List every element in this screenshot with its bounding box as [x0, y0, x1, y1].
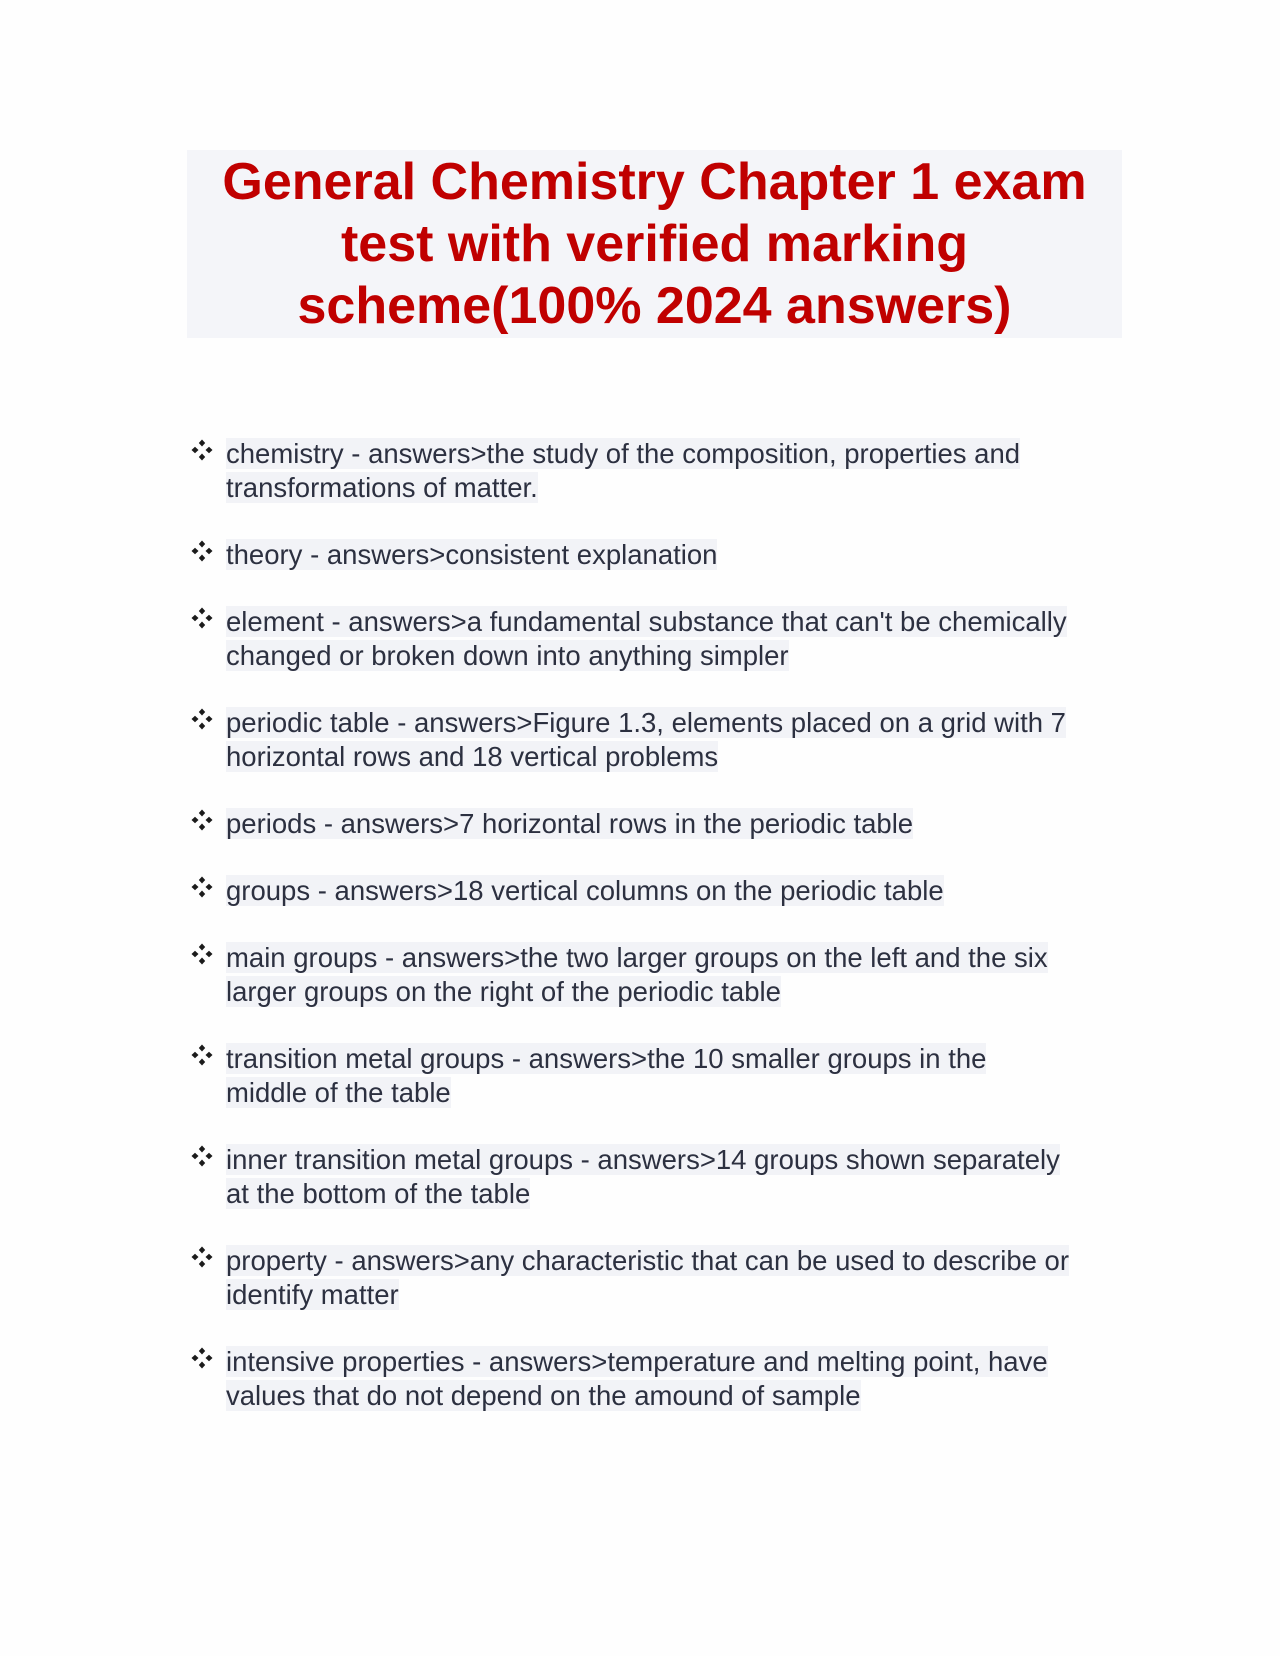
- title-line: General Chemistry Chapter 1 exam: [222, 153, 1087, 211]
- item-line: [226, 437, 1128, 471]
- item-text: larger groups on the right of the periodic table: [226, 976, 781, 1007]
- item-text: property - answers>any characteristic that can be used to describe or: [226, 1245, 1069, 1276]
- item-text: at the bottom of the table: [226, 1178, 531, 1209]
- item-text: middle of the table: [226, 1077, 451, 1108]
- item-line: [226, 538, 1128, 572]
- item-line: [226, 605, 1128, 639]
- item-line: [226, 706, 1128, 740]
- list-item: [188, 941, 1128, 1009]
- four-diamond-bullet-icon: [190, 438, 214, 462]
- qa-list: [188, 437, 1128, 1446]
- four-diamond-bullet-icon: [190, 539, 214, 563]
- item-line: [226, 874, 1128, 908]
- item-text: main groups - answers>the two larger groups on the left and the six: [226, 942, 1048, 973]
- item-text: chemistry - answers>the study of the composition, properties and: [226, 438, 1021, 469]
- item-text: inner transition metal groups - answers>14 groups shown separately: [226, 1144, 1060, 1175]
- four-diamond-bullet-icon: [190, 1245, 214, 1269]
- list-item: [188, 605, 1128, 673]
- item-line: [226, 639, 1128, 673]
- document-title: [222, 151, 1086, 337]
- four-diamond-bullet-icon: [190, 1346, 214, 1370]
- item-line: [226, 471, 1128, 505]
- four-diamond-bullet-icon: [190, 942, 214, 966]
- item-line: [226, 1278, 1128, 1312]
- list-item: [188, 807, 1128, 841]
- four-diamond-bullet-icon: [190, 1144, 214, 1168]
- list-item: [188, 1345, 1128, 1413]
- four-diamond-bullet-icon: [190, 875, 214, 899]
- four-diamond-bullet-icon: [190, 808, 214, 832]
- item-text: element - answers>a fundamental substance that can't be chemically: [226, 606, 1067, 637]
- item-line: [226, 975, 1128, 1009]
- item-text: theory - answers>consistent explanation: [226, 539, 718, 570]
- list-item: [188, 1042, 1128, 1110]
- list-item: [188, 706, 1128, 774]
- four-diamond-bullet-icon: [190, 707, 214, 731]
- list-item: [188, 874, 1128, 908]
- item-line: [226, 1244, 1128, 1278]
- item-line: [226, 1379, 1128, 1413]
- title-box: [187, 150, 1122, 338]
- item-text: transition metal groups - answers>the 10 smaller groups in the: [226, 1043, 987, 1074]
- item-line: [226, 807, 1128, 841]
- four-diamond-bullet-icon: [190, 606, 214, 630]
- item-text: periodic table - answers>Figure 1.3, elements placed on a grid with 7: [226, 707, 1066, 738]
- list-item: [188, 1244, 1128, 1312]
- item-text: horizontal rows and 18 vertical problems: [226, 741, 719, 772]
- item-line: [226, 740, 1128, 774]
- item-text: identify matter: [226, 1279, 399, 1310]
- list-item: [188, 538, 1128, 572]
- item-line: [226, 1177, 1128, 1211]
- item-line: [226, 1042, 1128, 1076]
- title-line: test with verified marking: [340, 215, 969, 273]
- item-text: values that do not depend on the amound of sample: [226, 1380, 861, 1411]
- item-line: [226, 1143, 1128, 1177]
- list-item: [188, 1143, 1128, 1211]
- item-line: [226, 1345, 1128, 1379]
- four-diamond-bullet-icon: [190, 1043, 214, 1067]
- title-line: scheme(100% 2024 answers): [297, 277, 1012, 335]
- item-text: transformations of matter.: [226, 472, 538, 503]
- item-text: groups - answers>18 vertical columns on the periodic table: [226, 875, 944, 906]
- item-text: periods - answers>7 horizontal rows in the periodic table: [226, 808, 914, 839]
- list-item: [188, 437, 1128, 505]
- item-text: changed or broken down into anything simpler: [226, 640, 789, 671]
- item-line: [226, 941, 1128, 975]
- item-text: intensive properties - answers>temperature and melting point, have: [226, 1346, 1048, 1377]
- item-line: [226, 1076, 1128, 1110]
